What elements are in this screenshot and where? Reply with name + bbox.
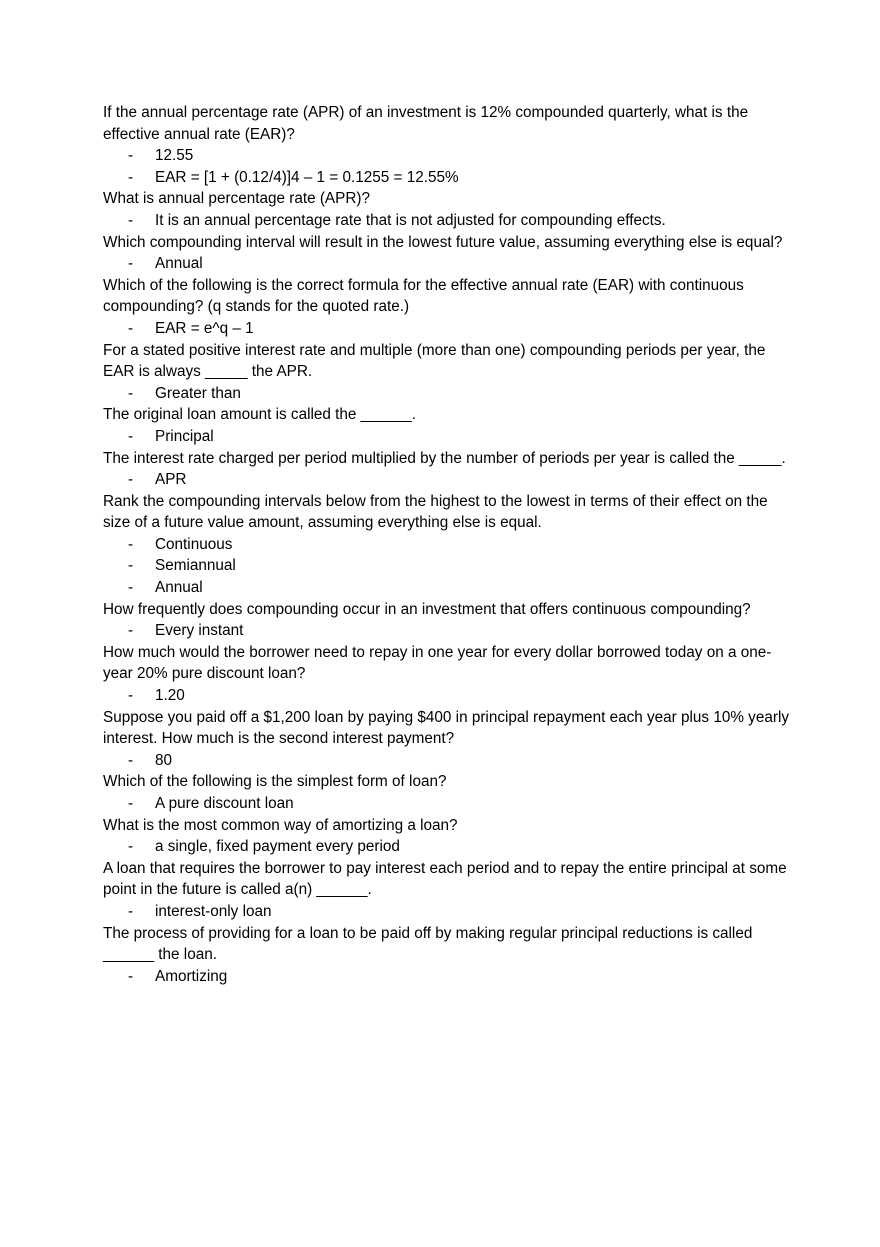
qa-block [103,815,793,858]
document-page [103,102,793,987]
question-text: Rank the compounding intervals below from the highest to the lowest in terms of their effect on the size of a future value amount, assuming everything else is equal. [103,492,768,532]
question-text: How much would the borrower need to repay in one year for every dollar borrowed today on a one-year 20% pure discount loan? [103,643,772,683]
dash-bullet-icon: - [128,471,134,489]
dash-bullet-icon: - [128,687,134,705]
question-text: Which compounding interval will result in the lowest future value, assuming everything else is equal? [103,233,783,251]
answer-item [103,966,793,988]
answer-text: Amortizing [155,967,228,985]
qa-block [103,102,793,188]
qa-block [103,707,793,772]
answer-item [103,685,793,707]
answer-item [103,469,793,491]
answer-list [103,318,793,340]
answer-text: Annual [155,255,203,273]
question-text: For a stated positive interest rate and multiple (more than one) compounding periods per year, the EAR is always _____ the APR. [103,341,766,381]
answer-text: It is an annual percentage rate that is not adjusted for compounding effects. [155,211,666,229]
answer-text: Principal [155,427,214,445]
dash-bullet-icon: - [128,751,134,769]
qa-block [103,642,793,707]
dash-bullet-icon: - [128,967,134,985]
answer-text: 12.55 [155,147,194,165]
answer-list [103,210,793,232]
qa-block [103,858,793,923]
qa-block [103,491,793,599]
answer-text: EAR = e^q – 1 [155,319,254,337]
answer-list [103,383,793,405]
answer-text: Semiannual [155,557,236,575]
answer-text: A pure discount loan [155,795,294,812]
answer-text: APR [155,471,187,489]
dash-bullet-icon: - [128,795,134,812]
answer-list [103,793,793,815]
answer-item [103,426,793,448]
dash-bullet-icon: - [128,838,134,856]
answer-item [103,750,793,772]
answer-item [103,253,793,275]
qa-block [103,923,793,988]
question-text: The original loan amount is called the ______. [103,406,416,424]
answer-item [103,901,793,923]
answer-item [103,534,793,556]
answer-list [103,620,793,642]
answer-list [103,469,793,491]
answer-text: Greater than [155,384,241,402]
dash-bullet-icon: - [128,211,134,229]
answer-item [103,836,793,858]
answer-text: Annual [155,579,203,597]
dash-bullet-icon: - [128,255,134,273]
dash-bullet-icon: - [128,427,134,445]
answer-item [103,145,793,167]
question-text: Suppose you paid off a $1,200 loan by paying $400 in principal repayment each year plus 10% yearly interest. How much is the second interest payment? [103,708,789,748]
dash-bullet-icon: - [128,557,134,575]
answer-text: interest-only loan [155,902,272,920]
answer-item [103,210,793,232]
question-text: What is the most common way of amortizing a loan? [103,816,458,834]
question-text: How frequently does compounding occur in an investment that offers continuous compounding? [103,600,751,618]
answer-item [103,555,793,577]
qa-block [103,340,793,405]
answer-text: 80 [155,751,173,769]
qa-block [103,275,793,340]
dash-bullet-icon: - [128,384,134,402]
question-text: The process of providing for a loan to be paid off by making regular principal reductions is called ______ the loan. [103,924,753,964]
qa-block [103,448,793,491]
qa-block [103,188,793,231]
answer-text: EAR = [1 + (0.12/4)]4 – 1 = 0.1255 = 12.55% [155,168,459,186]
answer-list [103,426,793,448]
dash-bullet-icon: - [128,902,134,920]
answer-item [103,620,793,642]
qa-block [103,771,793,814]
dash-bullet-icon: - [128,579,134,597]
answer-list [103,966,793,988]
answer-text: Every instant [155,622,244,640]
dash-bullet-icon: - [128,168,134,186]
answer-item [103,793,793,815]
question-text: A loan that requires the borrower to pay interest each period and to repay the entire principal at some point in the future is called a(n) ______. [103,859,787,899]
question-text: The interest rate charged per period multiplied by the number of periods per year is called the _____. [103,449,786,467]
answer-list [103,836,793,858]
answer-item [103,167,793,189]
question-text: Which of the following is the correct formula for the effective annual rate (EAR) with continuous compounding? (q stands for the quoted rate.) [103,276,744,316]
answer-item [103,318,793,340]
answer-list [103,253,793,275]
answer-list [103,145,793,188]
dash-bullet-icon: - [128,535,134,553]
answer-list [103,534,793,599]
question-text: Which of the following is the simplest form of loan? [103,773,447,791]
dash-bullet-icon: - [128,147,134,165]
qa-block [103,232,793,275]
answer-list [103,901,793,923]
dash-bullet-icon: - [128,622,134,640]
answer-item [103,577,793,599]
answer-text: 1.20 [155,687,185,705]
qa-block [103,404,793,447]
dash-bullet-icon: - [128,319,134,337]
answer-text: a single, fixed payment every period [155,838,400,856]
answer-item [103,383,793,405]
question-text: What is annual percentage rate (APR)? [103,190,370,208]
answer-list [103,750,793,772]
answer-text: Continuous [155,535,233,553]
question-text: If the annual percentage rate (APR) of an investment is 12% compounded quarterly, what is the effective annual rate (EAR)? [103,104,749,143]
answer-list [103,685,793,707]
qa-block [103,599,793,642]
